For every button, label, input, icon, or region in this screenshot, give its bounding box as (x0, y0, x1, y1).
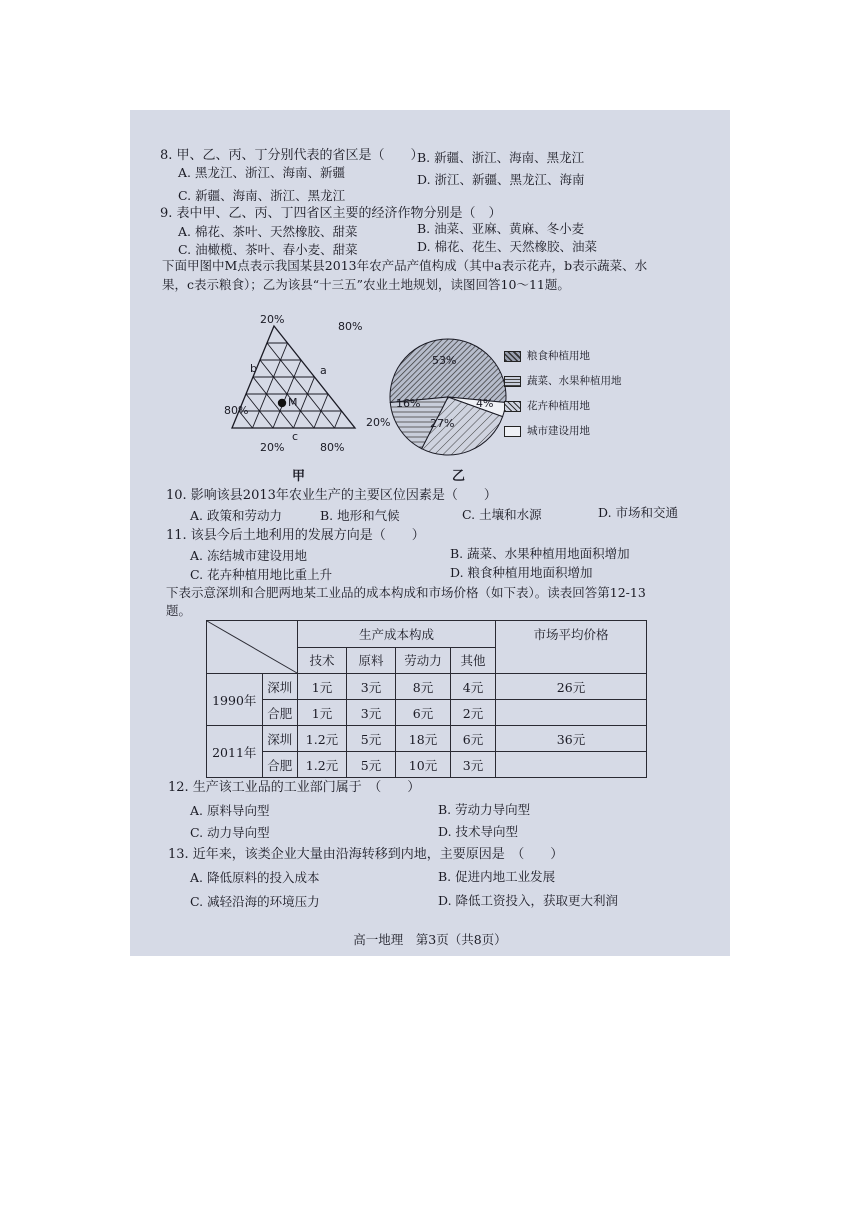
subheader-other: 其他 (451, 647, 496, 674)
pie-label-vegetable: 16% (396, 397, 421, 410)
land-use-pie-chart (384, 335, 514, 485)
cell: 1元 (298, 700, 347, 726)
legend-flower-swatch (504, 401, 521, 412)
row-city: 深圳 (262, 674, 297, 700)
price-empty (496, 752, 647, 778)
tri-label-top-right: 80% (338, 320, 363, 333)
table-row (207, 726, 647, 752)
q12-option-c: C. 动力导向型 (190, 825, 270, 840)
cell: 3元 (451, 752, 496, 778)
q13-option-c: C. 减轻沿海的环境压力 (190, 894, 320, 909)
row-city: 合肥 (262, 700, 297, 726)
q9-option-d: D. 棉花、花生、天然橡胶、油菜 (417, 239, 598, 254)
row-year: 1990年 (207, 674, 263, 726)
tri-side-a: a (320, 364, 327, 377)
q11-option-b: B. 蔬菜、水果种植用地面积增加 (450, 546, 630, 561)
q10-option-a: A. 政策和劳动力 (190, 508, 282, 523)
q8-option-b: B. 新疆、浙江、海南、黑龙江 (417, 150, 585, 165)
q12-option-a: A. 原料导向型 (190, 803, 270, 818)
q9-option-c: C. 油橄榄、茶叶、春小麦、甜菜 (178, 242, 358, 257)
q8-option-a: A. 黑龙江、浙江、海南、新疆 (178, 165, 345, 180)
row-city: 深圳 (262, 726, 297, 752)
q8-option-d: D. 浙江、新疆、黑龙江、海南 (417, 172, 585, 187)
price-empty (496, 700, 647, 726)
row-year: 2011年 (207, 726, 263, 778)
cell: 3元 (347, 674, 396, 700)
q9-option-a: A. 棉花、茶叶、天然橡胶、甜菜 (178, 224, 358, 239)
tri-label-left: 80% (224, 404, 249, 417)
tri-label-bottom-left: 20% (260, 441, 285, 454)
q13-option-d: D. 降低工资投入，获取更大利润 (438, 893, 619, 908)
q9-option-b: B. 油菜、亚麻、黄麻、冬小麦 (417, 221, 585, 236)
cell: 10元 (396, 752, 451, 778)
pie-label-flower: 27% (430, 417, 455, 430)
table-row (207, 700, 647, 726)
q10-option-d: D. 市场和交通 (598, 505, 679, 520)
cell: 18元 (396, 726, 451, 752)
ternary-grid-line (267, 343, 335, 428)
subheader-labor: 劳动力 (396, 647, 451, 674)
tri-label-right: 20% (366, 416, 391, 429)
cost-price-table (206, 620, 647, 778)
q12-option-d: D. 技术导向型 (438, 824, 519, 839)
cell: 3元 (347, 700, 396, 726)
q13-option-a: A. 降低原料的投入成本 (190, 870, 320, 885)
table-intro-line1: 下表示意深圳和合肥两地某工业品的成本构成和市场价格（如下表）。读表回答第12-13 (166, 585, 646, 600)
pie-slice-grain (390, 339, 506, 402)
ternary-grid-line (253, 343, 288, 428)
legend-urban-swatch (504, 426, 521, 437)
subheader-material: 原料 (347, 647, 396, 674)
tri-label-bottom-right: 80% (320, 441, 345, 454)
price-2011: 36元 (496, 726, 647, 752)
cell: 1.2元 (298, 726, 347, 752)
table-corner-cell (207, 621, 298, 674)
q8-stem: 8. 甲、乙、丙、丁分别代表的省区是（ ） (160, 148, 424, 163)
subheader-tech: 技术 (298, 647, 347, 674)
cell: 8元 (396, 674, 451, 700)
table-row (207, 752, 647, 778)
q8-option-c: C. 新疆、海南、浙江、黑龙江 (178, 188, 346, 203)
ternary-diagram (220, 313, 391, 488)
cell: 1元 (298, 674, 347, 700)
price-1990: 26元 (496, 674, 647, 700)
figure-intro-line2: 果，c表示粮食）；乙为该县“十三五”农业土地规划，读图回答10～11题。 (162, 277, 570, 292)
q13-stem: 13. 近年来，该类企业大量由沿海转移到内地，主要原因是 （ ） (168, 847, 564, 862)
legend-urban: 城市建设用地 (504, 423, 590, 438)
point-m-label: M (288, 396, 298, 409)
legend-vegetable: 蔬菜、水果种植用地 (504, 373, 622, 388)
cell: 6元 (451, 726, 496, 752)
ternary-grid-line (335, 411, 342, 428)
legend-flower: 花卉种植用地 (504, 398, 590, 413)
legend-grain: 粮食种植用地 (504, 348, 590, 363)
q11-stem: 11. 该县今后土地利用的发展方向是（ ） (166, 528, 425, 543)
pie-label-grain: 53% (432, 354, 457, 367)
q11-option-a: A. 冻结城市建设用地 (190, 548, 307, 563)
figure-intro-line1: 下面甲图中M点表示我国某县2013年农产品产值构成（其中a表示花卉，b表示蔬菜、水 (162, 258, 648, 273)
q12-stem: 12. 生产该工业品的工业部门属于 （ ） (168, 780, 421, 795)
row-city: 合肥 (262, 752, 297, 778)
q12-option-b: B. 劳动力导向型 (438, 802, 531, 817)
exam-page (130, 110, 730, 956)
tri-side-b: b (250, 362, 257, 375)
cell: 4元 (451, 674, 496, 700)
table-intro-line2: 题。 (166, 603, 192, 618)
table-corner-diagonal (207, 621, 297, 673)
pie-label-urban: 4% (476, 397, 494, 410)
q11-option-d: D. 粮食种植用地面积增加 (450, 565, 593, 580)
cell: 5元 (347, 752, 396, 778)
tri-label-top-left: 20% (260, 313, 285, 326)
page-footer: 高一地理 第3页（共8页） (353, 932, 507, 947)
legend-vegetable-swatch (504, 376, 521, 387)
cell: 1.2元 (298, 752, 347, 778)
point-m-marker (278, 399, 286, 407)
header-cost: 生产成本构成 (298, 621, 496, 648)
cell: 6元 (396, 700, 451, 726)
q13-option-b: B. 促进内地工业发展 (438, 869, 556, 884)
legend-grain-swatch (504, 351, 521, 362)
cell: 2元 (451, 700, 496, 726)
q10-stem: 10. 影响该县2013年农业生产的主要区位因素是（ ） (166, 488, 497, 503)
table-row (207, 674, 647, 700)
tri-side-c: c (292, 430, 299, 443)
header-price: 市场平均价格 (496, 621, 647, 674)
cell: 5元 (347, 726, 396, 752)
q9-stem: 9. 表中甲、乙、丙、丁四省区主要的经济作物分别是（ ） (160, 206, 502, 221)
q10-option-c: C. 土壤和水源 (462, 507, 542, 522)
pie-caption: 乙 (452, 469, 466, 484)
q11-option-c: C. 花卉种植用地比重上升 (190, 567, 333, 582)
triangle-caption: 甲 (292, 469, 306, 484)
q10-option-b: B. 地形和气候 (320, 508, 400, 523)
